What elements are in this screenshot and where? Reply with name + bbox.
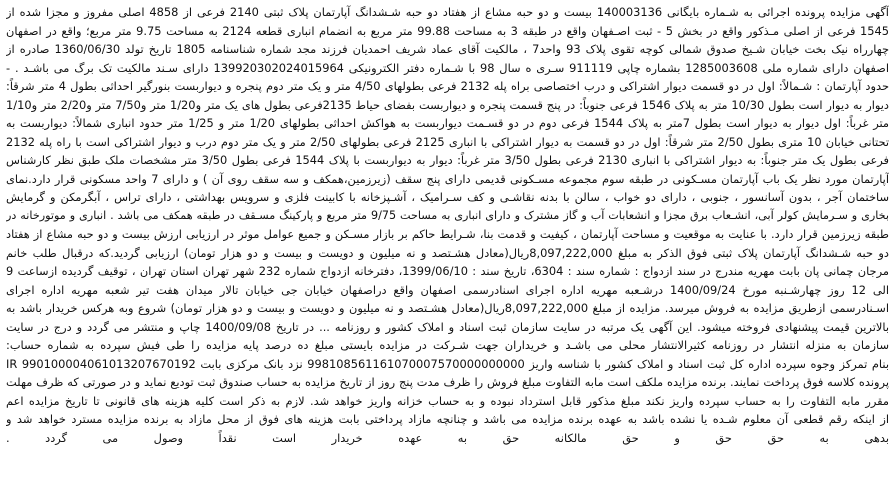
notice-line-9: فرعی بطول یک متر جنوباً: به دیوار اشتراکی با انباری 2130 فرعی بطول 3/50 متر غرباً: دیوار به دیواربست با پلاک 1544 فرعی بطول 3/50 متر مشخصات ملک طبق نظر کارشناس [6, 153, 889, 167]
notice-line-12: بخاری و سـرمایش کولر آبی، انشـعاب برق مجزا و انشعابات آب و گاز مشترک و دارای انباری به مساحت 9/75 متر مربع و پارکینگ مسـقف در طبقه همکف می باشد . انباری و موتورخانه در [6, 208, 889, 222]
notice-line-17: اسـنادرسمی ازطریق مزایده به فروش میرسد. مزایده از مبلغ 8,097,222,000ریال(معادل هشـتصد و نه میلیون و دویست و بیست و دو هزار تومان) شروع وبه هرکس خریدار باشد به [6, 301, 889, 315]
notice-line-20: IR 990100004061013207670192 بنام تمرکز وجوه سپرده اداره کل ثبت اسناد و املاک کشور با شناسه واریز 998108561161070007570000000000 نزد بانک مرکزی بابت [6, 356, 889, 371]
notice-line-11: ساختمان آجر ، بدون آسانسور ، جنوبی ، دارای دو خواب ، سالن با بدنه نقاشـی و کف سـرامیک ، آشـپزخانه با کابینت فلزی و سرویس بهداشتی ، دارای تراس ، آبگرمکن و گرمایش [6, 190, 889, 204]
notice-line-13: طبقه زیرزمین قرار دارد. با عنایت به موقعیت و مساحت آپارتمان ، کیفیت و قدمت بنا، شـرایط حاکم بر بازار مسـکن و جمیع عوامل موثر در ارزیابی ارزش بیست و دو حبه مشاع از هفتاد [6, 227, 889, 241]
notice-line-3: چهارراه نیک بخت خیابان شـیخ صدوق شمالی کوچه تقوی پلاک 93 واحد7 ، مالکیت آقای عماد شریف احمدیان فرزند مجد شماره شناسنامه 1805 تاریخ تولد 1360/06/30 صادره از [6, 42, 889, 56]
notice-line-22: مقرر مابه التفاوت را به حساب سپرده واریز نکند مبلغ مذکور قابل استرداد نبوده و به حساب خزانه واریز خواهد شد. لازم به ذکر است کلیه هزینه های قانونی تا تاریخ مزایده اعم [6, 393, 889, 408]
notice-line-4: اصفهان دارای شماره ملی 1285003608 بشماره چاپی 911119 سـری ه سال 98 با شـماره دفتر الکترونیکی 139920302024015964 دارای سـند مالکیت تک برگ می باشـد . - [6, 60, 889, 75]
notice-line-16: الی 12 روز چهارشـنبه مورخ 1400/09/24 درشـعبه مهریه اداره اجرای اسنادرسمی اصفهان واقع دراصفهان خیابان جی خیابان تالار میدان هفت تیر شعبه مهریه اداره اجرای [6, 282, 889, 297]
notice-line-25 [6, 447, 889, 466]
notice-line-7: متر غرباً: اول دیوار به دیوار است بطول 7متر به پلاک 1544 فرعی دوم در دو قسـمت دیواربست به هواکش احداثی بطولهای 1/20 متر و 1/25 متر حدود انباری شمالاً: دیواربست به [6, 116, 889, 130]
notice-line-2: 1545 فرعی از اصلی مـذکور واقع در بخش 5 - ثبت اصـفهان واقع در طبقه 3 به مساحت 99.88 متر مربع به انضمام انباری قطعه 2124 به مساحت 9.75 متر مربع؛ واقع در اصفهان [6, 23, 889, 38]
notice-line-5: حدود آپارتمان : شـمالاً: اول در دو قسمت دیوار اشتراکی و درب اختصاصی براه پله 2132 فرعی بطولهای 4/50 متر و یک متر دوم پنجره و دیواربست بنورگیر احداثی بطول 4 متر شرقاً: [6, 79, 889, 93]
notice-line-6: دیوار به دیوار است بطول 10/30 متر به پلاک 1546 فرعی جنوباً: در پنج قسمت پنجره و دیواربست بفضای حیاط 2135فرعی بطول های یک متر و1/20 متر و7/50 متر و2/20 متر و1/10 [6, 97, 889, 112]
notice-line-21: پرونده کلاسه فوق پرداخت نمایند. برنده مزایده ملکف است مابه التفاوت مبلغ فروش را ظرف مدت پنج روز از تاریخ مزایده به حساب صندوق ثبت تودیع نماید و در صورتی که ظرف مهلت [6, 375, 889, 389]
notice-line-23: از اینکه رقم قطعی آن معلوم شـده یا نشده باشد به عهده برنده مزایده می باشد و چنانچه مازاد پرداختی بابت هزینه های فوق از محل مازاد به برنده مزایده مسترد خواهد شد و [6, 412, 889, 426]
notice-line-14: دو حبه شـشدانگ آپارتمان پلاک ثبتی فوق الذکر به مبلغ 8,097,222,000ریال(معادل هشـتصد و نه میلیون و دویست و بیست و دو هزار تومان) ارزیابی گردید.که درقبال طلب خانم [6, 245, 889, 260]
notice-line-24: بدهی به حق حق و حق مالکانه حق به عهده خریدار است نقداً وصول می گردد . [6, 430, 889, 445]
notice-line-8: تحتانی خیابان 10 متری بطول 2/50 متر شرقاً: اول در دو قسمت به دیوار اشتراکی با انباری 2125 فرعی بطولهای 2/50 متر و یک متر دوم درب و دیوار اشتراکی است با راه پله 2132 [6, 134, 889, 149]
notice-line-18: بالاترین قیمت پیشنهادی فروخته میشود. این آگهی یک مرتبه در سایت سازمان ثبت اسناد و املاک کشور و روزنامه ... در تاریخ 1400/09/08 چاپ و منتشر می گردد و درج در سایت [6, 319, 889, 334]
notice-line-1: آگهی مزایده پرونده اجرائی به شـماره بایگانی 140003136 بیست و دو حبه مشاع از هفتاد دو حبه شـشدانگ آپارتمان پلاک ثبتی 2140 فرعی از 4858 اصلی مفروز و مجزا شده از [6, 5, 889, 19]
notice-line-10: آپارتمان مورد نظر یک باب آپارتمان مسـکونی در طبقه سوم مجموعه مسـکونی قدیمی دارای پنج سقف (زیرزمین،همکف و سه سقف روی آن ) و دارای 7 واحد مسکونی قرار دارد.نمای [6, 171, 889, 186]
notice-line-15: مرجان چمانی پان بابت مهریه مندرج در سند ازدواج : شماره سند : 6304، تاریخ سند : 1399/06/10، دفترخانه ازدواج شماره 232 شهر تهران استان تهران ، توقیف گردیده ازساعت 9 [6, 264, 889, 278]
notice-line-19: سازمان به منزله انتشار در روزنامه کثیرالانتشار محلی می باشـد و خریداران جهت شـرکت در مزایده بایستی مبلغ ده درصد پایه مزایده را طی فیش سپرده به شماره حساب: [6, 338, 889, 352]
